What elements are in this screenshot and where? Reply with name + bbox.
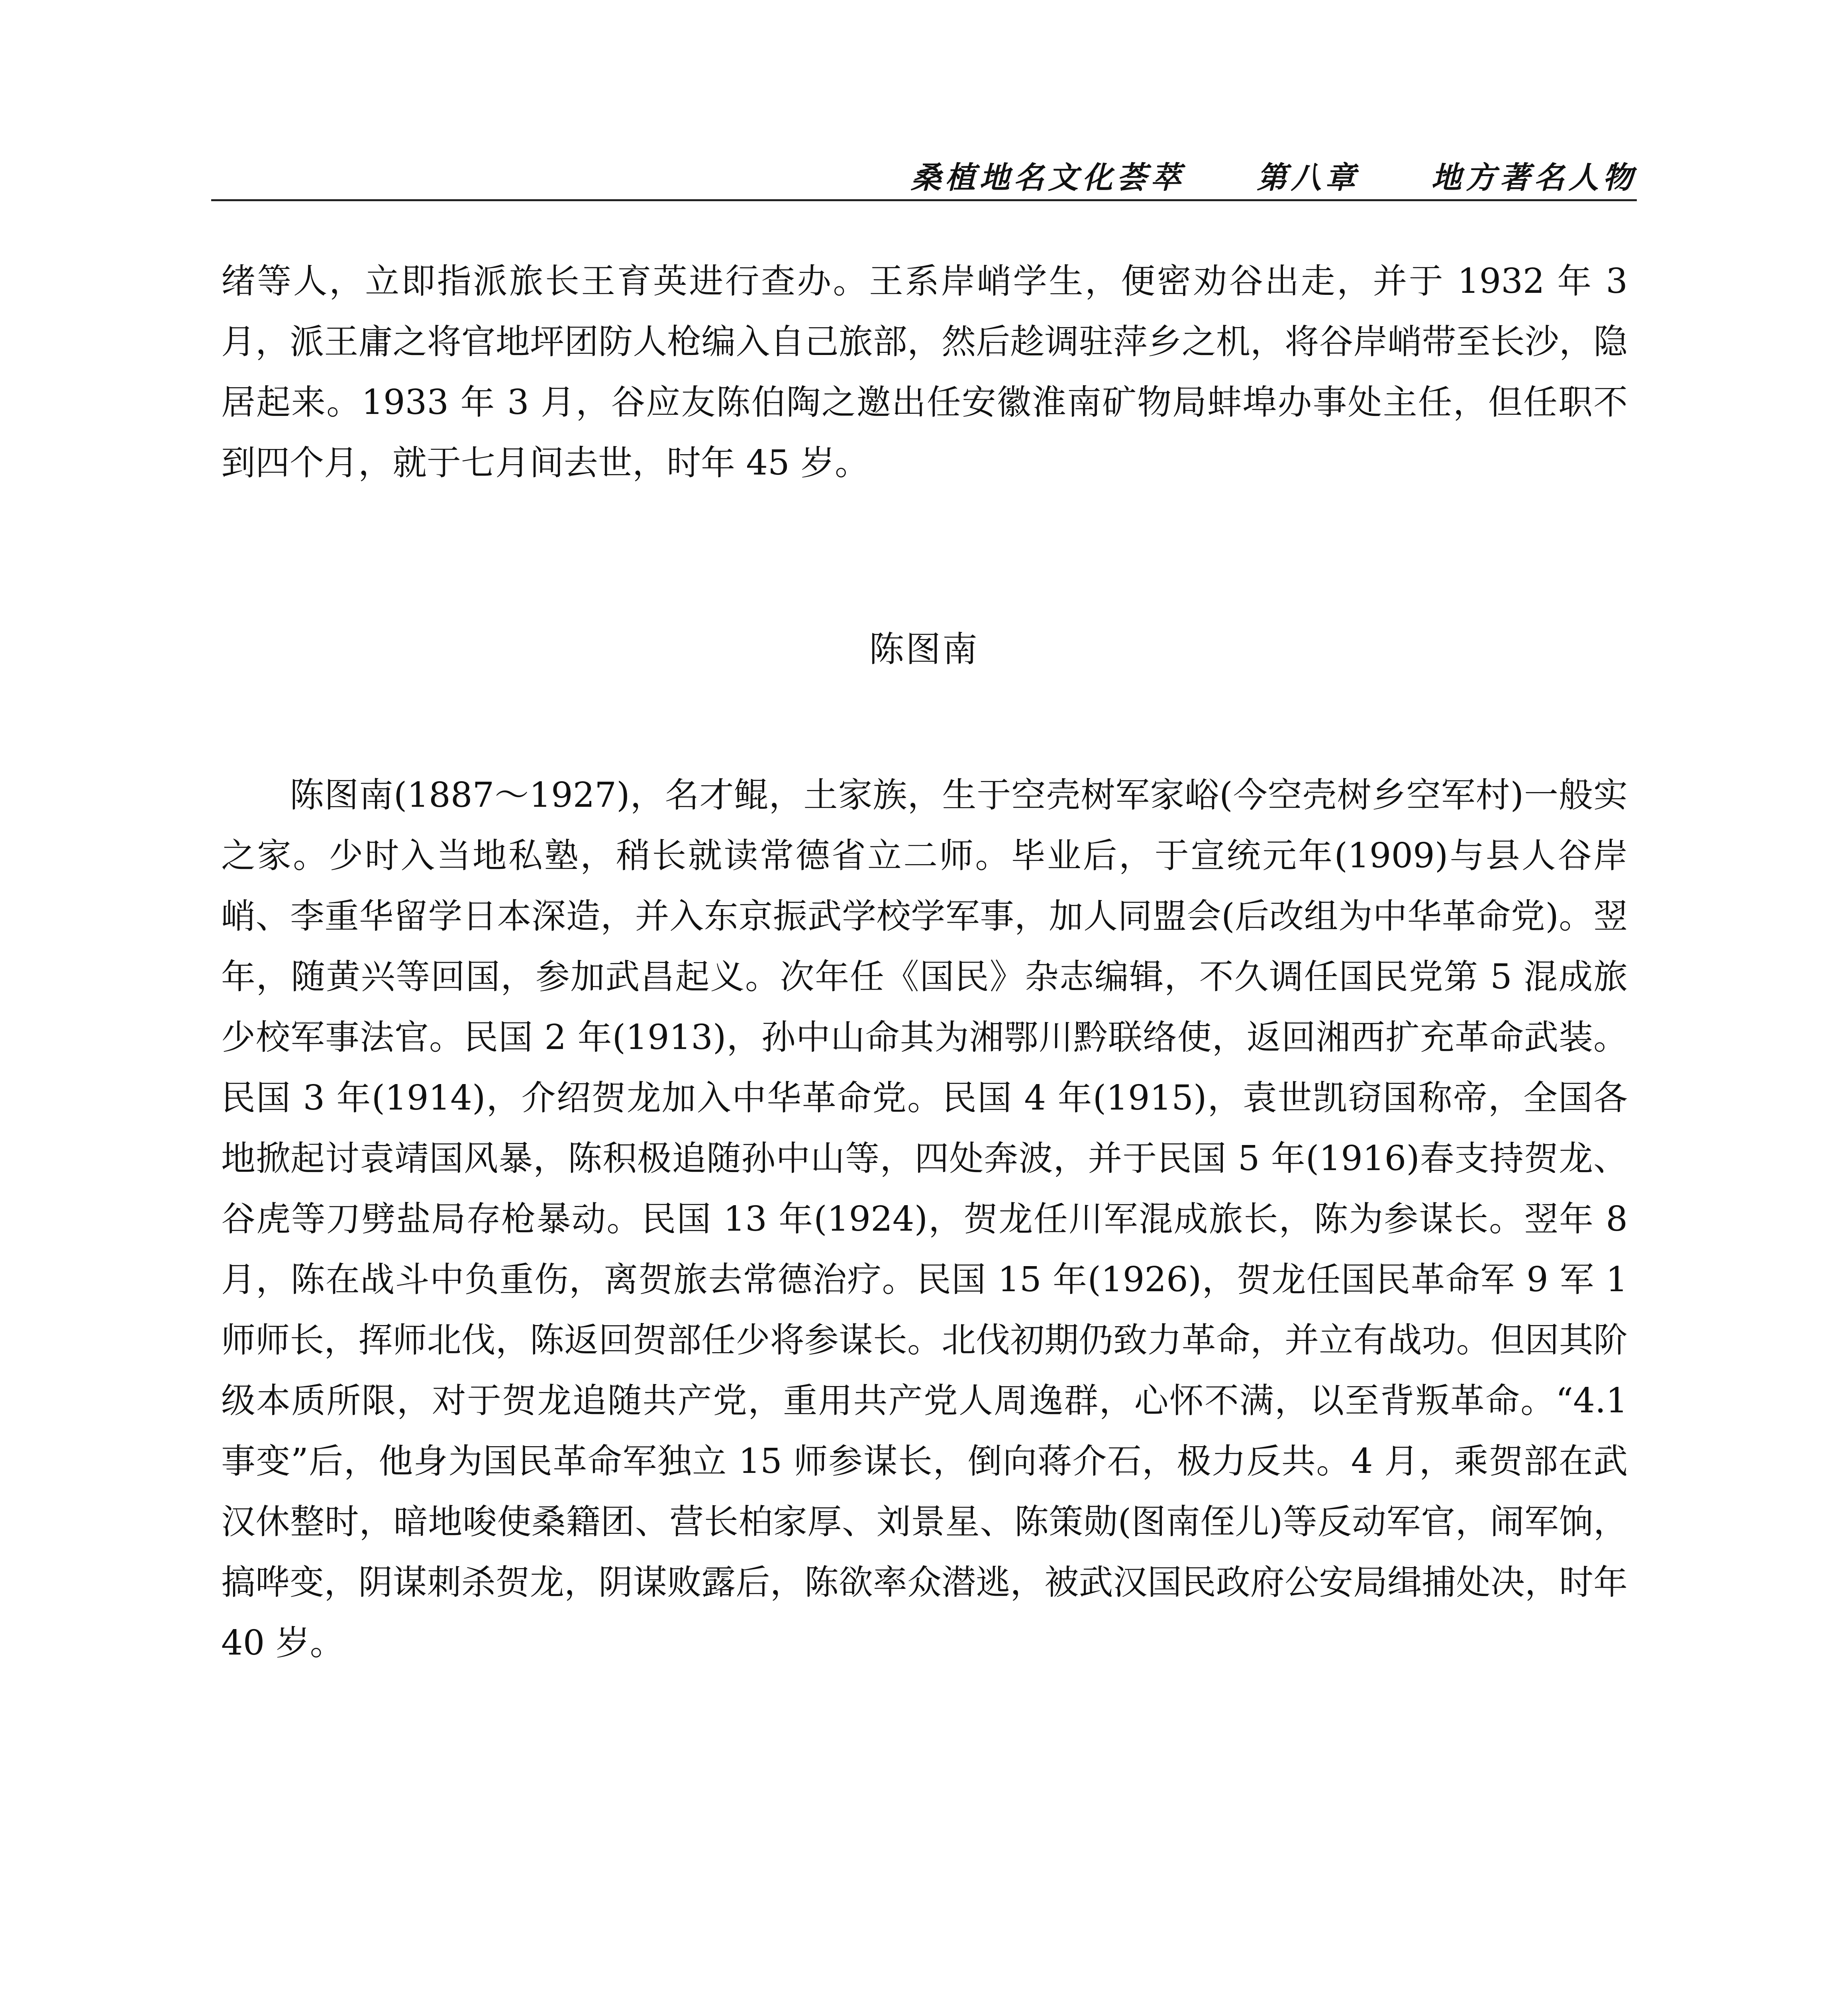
header-rule [211,199,1637,201]
section-heading-chen-tunan: 陈图南 [869,629,979,670]
running-header [911,153,1637,197]
paragraph-continued: 绪等人，立即指派旅长王育英进行查办。王系岸峭学生，便密劝谷出走，并于 1932 年 3 月，派王庸之将官地坪团防人枪编入自己旅部，然后趁调驻萍乡之机，将谷岸峭带至长沙，隐居起来。1933 年 3 月，谷应友陈伯陶之邀出任安徽淮南矿物局蚌埠办事处主任，但任职不到四个月，就于七月间去世，时年 45 岁。 [221,261,1628,483]
header-book-title: 桑植地名文化荟萃 [911,160,1185,195]
header-chapter: 第八章 [1257,160,1360,195]
header-section: 地方著名人物 [1431,160,1637,195]
paragraph-chen-tunan: 陈图南(1887～1927)，名才鲲，土家族，生于空壳树军家峪(今空壳树乡空军村)一般实之家。少时入当地私塾，稍长就读常德省立二师。毕业后，于宣统元年(1909)与县人谷岸峭、李重华留学日本深造，并入东京振武学校学军事，加人同盟会(后改组为中华革命党)。翌年，随黄兴等回国，参加武昌起义。次年任《国民》杂志编辑，不久调任国民党第 5 混成旅少校军事法官。民国 2 年(1913)，孙中山命其为湘鄂川黔联络使，返回湘西扩充革命武装。民国 3 年(1914)，介绍贺龙加入中华革命党。民国 4 年(1915)，袁世凯窃国称帝，全国各地掀起讨袁靖国风暴，陈积极追随孙中山等，四处奔波，并于民国 5 年(1916)春支持贺龙、谷虎等刀劈盐局存枪暴动。民国 13 年(1924)，贺龙任川军混成旅长，陈为参谋长。翌年 8 月，陈在战斗中负重伤，离贺旅去常德治疗。民国 15 年(1926)，贺龙任国民革命军 9 军 1 师师长，挥师北伐，陈返回贺部任少将参谋长。北伐初期仍致力革命，并立有战功。但因其阶级本质所限，对于贺龙追随共产党，重用共产党人周逸群，心怀不满，以至背叛革命。“4.1 事变”后，他身为国民革命军独立 15 师参谋长，倒向蒋介石，极力反共。4 月，乘贺部在武汉休整时，暗地唆使桑籍团、营长柏家厚、刘景星、陈策勋(图南侄儿)等反动军官，闹军饷，搞哗变，阴谋刺杀贺龙，阴谋败露后，陈欲率众潜逃，被武汉国民政府公安局缉捕处决，时年 40 岁。 [221,775,1628,1663]
